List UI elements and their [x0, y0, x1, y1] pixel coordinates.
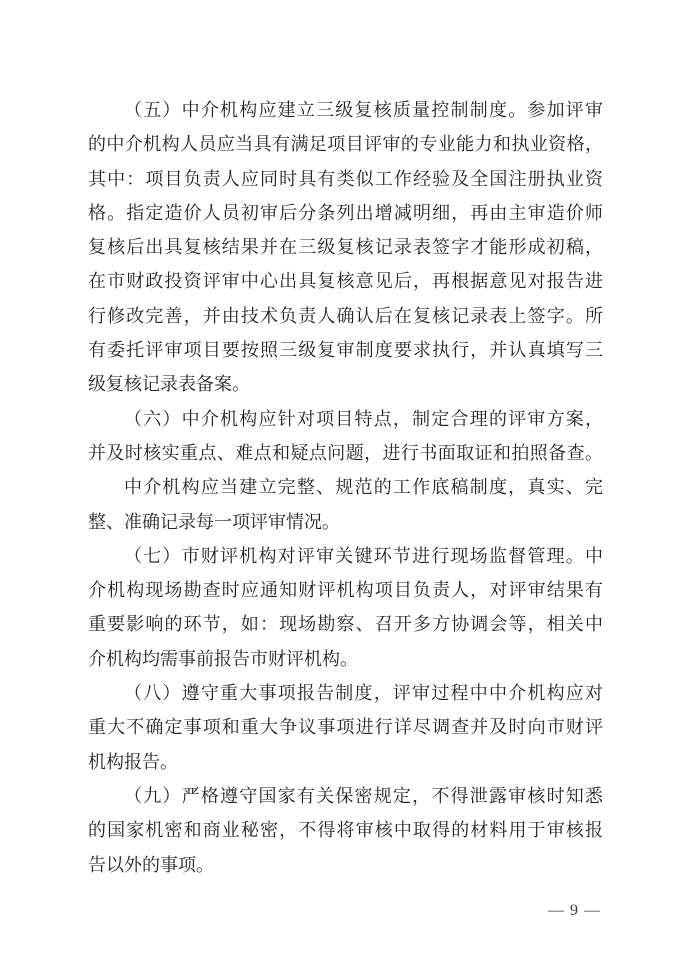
document-line: （七）市财评机构对评审关键环节进行现场监督管理。中 — [124, 545, 603, 566]
document-line: 在市财政投资评审中心出具复核意见后，再根据意见对报告进 — [88, 271, 603, 292]
document-line: 的中介机构人员应当具有满足项目评审的专业能力和执业资格， — [88, 134, 603, 155]
paragraph — [88, 93, 603, 402]
document-line: 整、准确记录每一项评审情况。 — [88, 511, 340, 532]
document-line: 中介机构应当建立完整、规范的工作底稿制度，真实、完 — [124, 477, 603, 498]
document-line: 其中：项目负责人应同时具有类似工作经验及全国注册执业资 — [88, 168, 603, 189]
document-line: 重要影响的环节，如：现场勘察、召开多方协调会等，相关中 — [88, 614, 603, 635]
document-body — [88, 93, 603, 882]
document-line: 机构报告。 — [88, 751, 178, 772]
document-line: 格。指定造价人员初审后分条列出增减明细，再由主审造价师 — [88, 202, 603, 223]
document-line: 重大不确定事项和重大争议事项进行详尽调查并及时向市财评 — [88, 717, 603, 738]
page-number: — 9 — — [548, 902, 601, 919]
document-line: 的国家机密和商业秘密，不得将审核中取得的材料用于审核报 — [88, 820, 603, 841]
document-line: 介机构均需事前报告市财评机构。 — [88, 648, 358, 669]
paragraph — [88, 402, 603, 471]
document-line: 级复核记录表备案。 — [88, 374, 250, 395]
document-line: （五）中介机构应建立三级复核质量控制制度。参加评审 — [124, 100, 603, 120]
document-line: 复核后出具复核结果并在三级复核记录表签字才能形成初稿， — [88, 237, 603, 258]
document-line: 介机构现场勘查时应通知财评机构项目负责人，对评审结果有 — [88, 580, 603, 601]
document-line: （六）中介机构应针对项目特点，制定合理的评审方案， — [124, 408, 603, 429]
document-line: 行修改完善，并由技术负责人确认后在复核记录表上签字。所 — [88, 305, 603, 326]
paragraph — [88, 676, 603, 779]
document-line: 告以外的事项。 — [88, 854, 214, 875]
document-line: 并及时核实重点、难点和疑点问题，进行书面取证和拍照备查。 — [88, 442, 603, 463]
paragraph — [88, 539, 603, 676]
document-line: （八）遵守重大事项报告制度，评审过程中中介机构应对 — [124, 683, 603, 704]
document-line: （九）严格遵守国家有关保密规定，不得泄露审核时知悉 — [124, 785, 603, 806]
paragraph — [88, 470, 603, 539]
document-line: 有委托评审项目要按照三级复审制度要求执行，并认真填写三 — [88, 340, 603, 361]
paragraph — [88, 779, 603, 882]
